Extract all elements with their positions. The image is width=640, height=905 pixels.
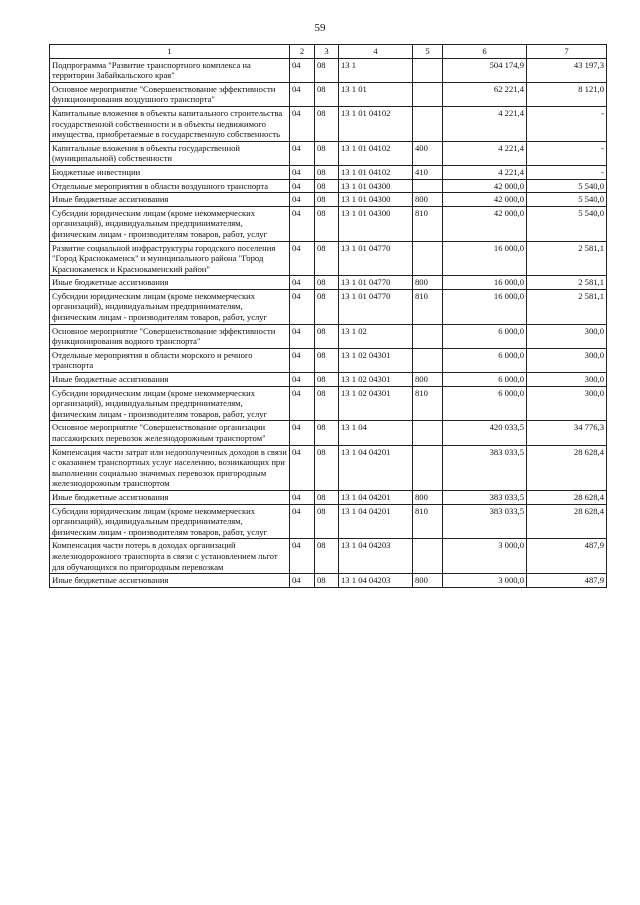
table-row: [50, 165, 607, 179]
row-section-cell: 04: [290, 574, 315, 588]
row-executed-cell: 5 540,0: [527, 179, 607, 193]
row-name-cell: Иные бюджетные ассигнования: [50, 574, 290, 588]
row-target-code-cell: 13 1 04 04203: [339, 539, 413, 574]
row-subsection-cell: 08: [315, 141, 339, 165]
row-executed-cell: -: [527, 141, 607, 165]
row-expense-type-cell: [413, 324, 443, 348]
row-section-cell: 04: [290, 373, 315, 387]
row-name-cell: Отдельные мероприятия в области воздушного транспорта: [50, 179, 290, 193]
row-section-cell: 04: [290, 276, 315, 290]
row-executed-cell: 2 581,1: [527, 241, 607, 276]
table-row: [50, 324, 607, 348]
row-section-cell: 04: [290, 206, 315, 241]
table-row: [50, 574, 607, 588]
row-subsection-cell: 08: [315, 193, 339, 207]
row-executed-cell: 5 540,0: [527, 206, 607, 241]
row-target-code-cell: 13 1 01 04770: [339, 289, 413, 324]
row-executed-cell: 43 197,3: [527, 58, 607, 82]
row-section-cell: 04: [290, 179, 315, 193]
row-amount-cell: 383 033,5: [443, 504, 527, 539]
row-executed-cell: 300,0: [527, 386, 607, 421]
table-row: [50, 348, 607, 372]
row-expense-type-cell: [413, 445, 443, 490]
row-amount-cell: 3 000,0: [443, 539, 527, 574]
row-subsection-cell: 08: [315, 289, 339, 324]
row-executed-cell: 34 776,3: [527, 421, 607, 445]
row-section-cell: 04: [290, 289, 315, 324]
table-row: [50, 276, 607, 290]
row-section-cell: 04: [290, 386, 315, 421]
row-subsection-cell: 08: [315, 241, 339, 276]
page-number: 59: [314, 22, 326, 34]
row-section-cell: 04: [290, 141, 315, 165]
header-col-1: 1: [50, 45, 290, 59]
row-section-cell: 04: [290, 106, 315, 141]
row-name-cell: Основное мероприятие "Совершенствование организации пассажирских перевозок железнодорожным транспортом": [50, 421, 290, 445]
table-row: [50, 539, 607, 574]
table-row: [50, 82, 607, 106]
row-expense-type-cell: 810: [413, 289, 443, 324]
row-executed-cell: 28 628,4: [527, 490, 607, 504]
row-subsection-cell: 08: [315, 490, 339, 504]
row-amount-cell: 6 000,0: [443, 324, 527, 348]
row-executed-cell: -: [527, 165, 607, 179]
row-section-cell: 04: [290, 324, 315, 348]
table-row: [50, 193, 607, 207]
row-expense-type-cell: 400: [413, 141, 443, 165]
row-section-cell: 04: [290, 504, 315, 539]
row-target-code-cell: 13 1 04 04201: [339, 445, 413, 490]
header-col-2: 2: [290, 45, 315, 59]
row-expense-type-cell: 800: [413, 193, 443, 207]
row-amount-cell: 16 000,0: [443, 289, 527, 324]
row-executed-cell: 28 628,4: [527, 504, 607, 539]
row-target-code-cell: 13 1 01 04102: [339, 165, 413, 179]
row-target-code-cell: 13 1 04 04201: [339, 504, 413, 539]
table-row: [50, 206, 607, 241]
row-amount-cell: 16 000,0: [443, 241, 527, 276]
row-amount-cell: 504 174,9: [443, 58, 527, 82]
table-row: [50, 241, 607, 276]
row-expense-type-cell: 800: [413, 490, 443, 504]
row-target-code-cell: 13 1 01 04102: [339, 141, 413, 165]
row-amount-cell: 42 000,0: [443, 179, 527, 193]
row-expense-type-cell: [413, 421, 443, 445]
row-name-cell: Субсидии юридическим лицам (кроме некоммерческих организаций), индивидуальным предпринимателям, физическим лицам - производителям товаров, работ, услуг: [50, 504, 290, 539]
row-subsection-cell: 08: [315, 82, 339, 106]
table-row: [50, 289, 607, 324]
row-target-code-cell: 13 1 02 04301: [339, 386, 413, 421]
row-target-code-cell: 13 1 01: [339, 82, 413, 106]
row-amount-cell: 6 000,0: [443, 373, 527, 387]
row-expense-type-cell: [413, 58, 443, 82]
row-amount-cell: 383 033,5: [443, 445, 527, 490]
table-row: [50, 386, 607, 421]
row-subsection-cell: 08: [315, 106, 339, 141]
row-subsection-cell: 08: [315, 206, 339, 241]
header-col-3: 3: [315, 45, 339, 59]
row-target-code-cell: 13 1 02 04301: [339, 373, 413, 387]
row-section-cell: 04: [290, 539, 315, 574]
table-row: [50, 421, 607, 445]
row-subsection-cell: 08: [315, 539, 339, 574]
row-target-code-cell: 13 1 01 04102: [339, 106, 413, 141]
row-target-code-cell: 13 1 01 04770: [339, 241, 413, 276]
row-name-cell: Основное мероприятие "Совершенствование эффективности функционирования воздушного транспорта": [50, 82, 290, 106]
row-target-code-cell: 13 1 01 04300: [339, 193, 413, 207]
row-subsection-cell: 08: [315, 373, 339, 387]
row-executed-cell: 2 581,1: [527, 289, 607, 324]
row-name-cell: Развитие социальной инфраструктуры городского поселения "Город Краснокаменск" и муниципального района "Город Краснокаменск и Краснокаменский район": [50, 241, 290, 276]
row-target-code-cell: 13 1 01 04300: [339, 206, 413, 241]
row-target-code-cell: 13 1 01 04770: [339, 276, 413, 290]
row-amount-cell: 4 221,4: [443, 106, 527, 141]
row-section-cell: 04: [290, 421, 315, 445]
row-expense-type-cell: [413, 179, 443, 193]
row-expense-type-cell: 810: [413, 386, 443, 421]
row-expense-type-cell: 800: [413, 276, 443, 290]
row-target-code-cell: 13 1 04 04201: [339, 490, 413, 504]
row-executed-cell: -: [527, 106, 607, 141]
row-amount-cell: 62 221,4: [443, 82, 527, 106]
table-header-row: [50, 45, 607, 59]
table-row: [50, 179, 607, 193]
row-amount-cell: 6 000,0: [443, 348, 527, 372]
row-name-cell: Субсидии юридическим лицам (кроме некоммерческих организаций), индивидуальным предпринимателям, физическим лицам - производителям товаров, работ, услуг: [50, 386, 290, 421]
row-name-cell: Компенсация части затрат или недополученных доходов в связи с оказанием транспортных услуг населению, возникающих при выполнении социально значимых перевозок пригородным железнодорожным транспортом: [50, 445, 290, 490]
row-section-cell: 04: [290, 165, 315, 179]
row-expense-type-cell: [413, 241, 443, 276]
header-col-5: 5: [413, 45, 443, 59]
row-name-cell: Капитальные вложения в объекты государственной (муниципальной) собственности: [50, 141, 290, 165]
table-row: [50, 141, 607, 165]
row-name-cell: Субсидии юридическим лицам (кроме некоммерческих организаций), индивидуальным предпринимателям, физическим лицам - производителям товаров, работ, услуг: [50, 206, 290, 241]
row-subsection-cell: 08: [315, 445, 339, 490]
row-name-cell: Компенсация части потерь в доходах организаций железнодорожного транспорта в связи с установлением льгот для обучающихся по пригородным перевозкам: [50, 539, 290, 574]
row-executed-cell: 5 540,0: [527, 193, 607, 207]
row-section-cell: 04: [290, 241, 315, 276]
row-target-code-cell: 13 1 04 04203: [339, 574, 413, 588]
row-subsection-cell: 08: [315, 348, 339, 372]
row-target-code-cell: 13 1 01 04300: [339, 179, 413, 193]
row-amount-cell: 6 000,0: [443, 386, 527, 421]
row-executed-cell: 8 121,0: [527, 82, 607, 106]
row-executed-cell: 487,9: [527, 539, 607, 574]
row-name-cell: Субсидии юридическим лицам (кроме некоммерческих организаций), индивидуальным предпринимателям, физическим лицам - производителям товаров, работ, услуг: [50, 289, 290, 324]
row-expense-type-cell: [413, 539, 443, 574]
row-amount-cell: 4 221,4: [443, 165, 527, 179]
row-name-cell: Бюджетные инвестиции: [50, 165, 290, 179]
row-subsection-cell: 08: [315, 58, 339, 82]
table-row: [50, 504, 607, 539]
row-subsection-cell: 08: [315, 165, 339, 179]
row-name-cell: Иные бюджетные ассигнования: [50, 490, 290, 504]
row-section-cell: 04: [290, 445, 315, 490]
row-subsection-cell: 08: [315, 276, 339, 290]
table-row: [50, 445, 607, 490]
row-target-code-cell: 13 1 02: [339, 324, 413, 348]
row-amount-cell: 42 000,0: [443, 193, 527, 207]
row-section-cell: 04: [290, 193, 315, 207]
header-col-6: 6: [443, 45, 527, 59]
row-expense-type-cell: 810: [413, 504, 443, 539]
row-name-cell: Капитальные вложения в объекты капитального строительства государственной собственности и в объекты недвижимого имущества, приобретаемые в государственную собственность: [50, 106, 290, 141]
header-col-7: 7: [527, 45, 607, 59]
row-amount-cell: 42 000,0: [443, 206, 527, 241]
row-section-cell: 04: [290, 490, 315, 504]
row-section-cell: 04: [290, 82, 315, 106]
row-name-cell: Отдельные мероприятия в области морского и речного транспорта: [50, 348, 290, 372]
row-expense-type-cell: 810: [413, 206, 443, 241]
row-expense-type-cell: [413, 348, 443, 372]
row-subsection-cell: 08: [315, 421, 339, 445]
row-expense-type-cell: [413, 82, 443, 106]
row-subsection-cell: 08: [315, 179, 339, 193]
row-name-cell: Иные бюджетные ассигнования: [50, 373, 290, 387]
row-executed-cell: 28 628,4: [527, 445, 607, 490]
row-amount-cell: 16 000,0: [443, 276, 527, 290]
row-subsection-cell: 08: [315, 504, 339, 539]
row-name-cell: Иные бюджетные ассигнования: [50, 193, 290, 207]
row-subsection-cell: 08: [315, 324, 339, 348]
budget-table: [49, 44, 607, 588]
table-row: [50, 373, 607, 387]
row-expense-type-cell: 800: [413, 373, 443, 387]
row-name-cell: Иные бюджетные ассигнования: [50, 276, 290, 290]
row-executed-cell: 300,0: [527, 373, 607, 387]
row-section-cell: 04: [290, 58, 315, 82]
row-amount-cell: 3 000,0: [443, 574, 527, 588]
table-row: [50, 58, 607, 82]
row-section-cell: 04: [290, 348, 315, 372]
header-col-4: 4: [339, 45, 413, 59]
row-expense-type-cell: 410: [413, 165, 443, 179]
row-expense-type-cell: [413, 106, 443, 141]
row-amount-cell: 420 033,5: [443, 421, 527, 445]
row-subsection-cell: 08: [315, 386, 339, 421]
row-target-code-cell: 13 1 04: [339, 421, 413, 445]
row-executed-cell: 487,9: [527, 574, 607, 588]
table-row: [50, 490, 607, 504]
row-target-code-cell: 13 1 02 04301: [339, 348, 413, 372]
row-amount-cell: 383 033,5: [443, 490, 527, 504]
row-executed-cell: 300,0: [527, 324, 607, 348]
row-expense-type-cell: 800: [413, 574, 443, 588]
table-row: [50, 106, 607, 141]
row-name-cell: Основное мероприятие "Совершенствование эффективности функционирования водного транспорта": [50, 324, 290, 348]
row-executed-cell: 300,0: [527, 348, 607, 372]
table-body: [50, 58, 607, 587]
row-name-cell: Подпрограмма "Развитие транспортного комплекса на территории Забайкальского края": [50, 58, 290, 82]
row-amount-cell: 4 221,4: [443, 141, 527, 165]
row-target-code-cell: 13 1: [339, 58, 413, 82]
row-executed-cell: 2 581,1: [527, 276, 607, 290]
row-subsection-cell: 08: [315, 574, 339, 588]
